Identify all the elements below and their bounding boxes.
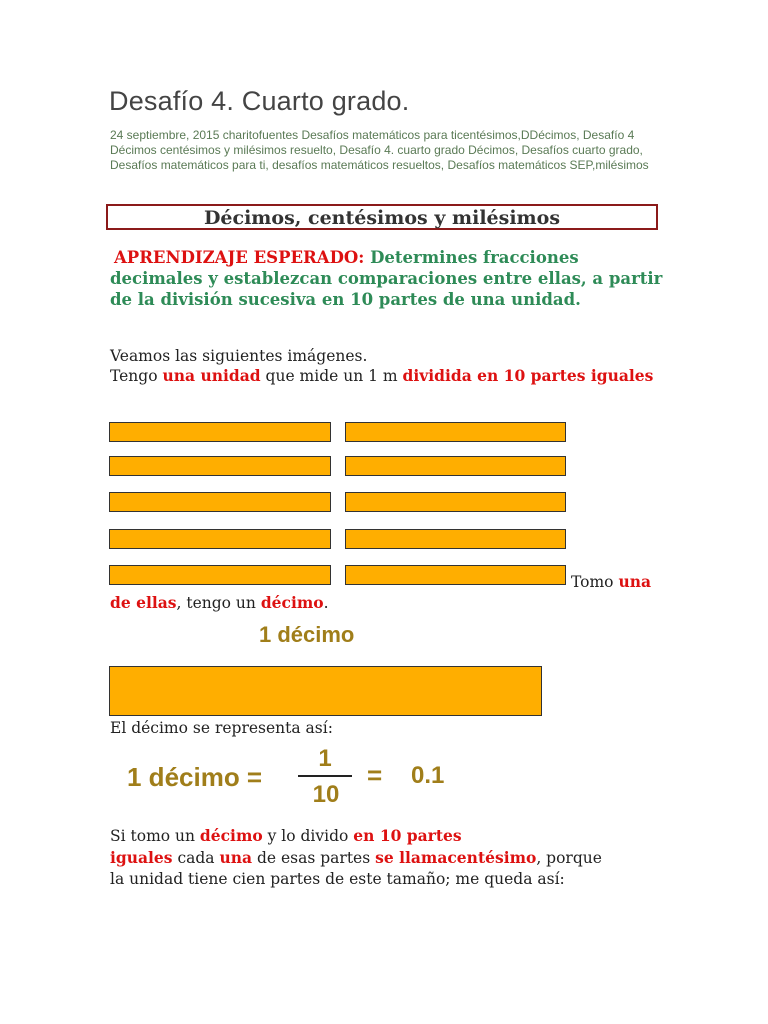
text-run: cada: [172, 849, 220, 867]
hundredths-line-2: [110, 847, 670, 869]
text-run: de esas partes: [252, 849, 376, 867]
tenth-bar: [345, 422, 566, 442]
hundredths-line-1: [110, 825, 670, 847]
fraction-numerator: 1: [318, 745, 332, 772]
objective-text: Determines fracciones decimales y establezcan comparaciones entre ellas, a partir de la división sucesiva en 10 partes de una unidad.: [110, 248, 663, 309]
highlight-decimo: décimo: [199, 826, 263, 845]
tenth-bar: [345, 565, 566, 585]
highlight-una-unidad: una unidad: [162, 366, 261, 385]
take-one-continued: [110, 593, 670, 613]
section-heading: Décimos, centésimos y milésimos: [106, 204, 658, 230]
text-run: Si tomo un: [110, 827, 200, 845]
equation-left: 1 décimo =: [127, 762, 263, 792]
fraction-bar: [298, 775, 352, 777]
tenth-bar: [109, 456, 331, 476]
page-title: Desafío 4. Cuarto grado.: [109, 86, 410, 116]
highlight-decimo: décimo: [260, 593, 324, 612]
tenth-bar: [109, 529, 331, 549]
tenth-bar: [109, 565, 331, 585]
equation-decimal: 0.1: [411, 762, 445, 789]
highlight-dividida: dividida en 10 partes iguales: [402, 366, 654, 385]
intro-paragraph: [110, 346, 670, 386]
intro-line: Veamos las siguientes imágenes.: [110, 347, 368, 365]
text-run: Tomo: [571, 573, 619, 591]
post-meta: 24 septiembre, 2015 charitofuentes Desafíos matemáticos para ticentésimos,DDécimos, Desafío 4 Décimos centésimos y milésimos resuelto, Desafío 4. cuarto grado Décimos, Desafíos cuarto grado, Desafíos matemáticos para ti, desafíos matemáticos resueltos, Desafíos matemáticos SEP,milésimos: [110, 128, 649, 172]
representation-text: El décimo se representa así:: [110, 719, 333, 737]
hundredths-line-3: la unidad tiene cien partes de este tamaño; me queda así:: [110, 870, 565, 888]
tenth-bar: [345, 456, 566, 476]
text-run: que mide un 1 m: [260, 367, 403, 385]
text-run: , porque: [536, 849, 602, 867]
tenth-bar: [109, 422, 331, 442]
equation-equals: =: [367, 760, 383, 790]
highlight-de-ellas: de ellas: [110, 593, 177, 612]
tenth-bar: [109, 492, 331, 512]
one-tenth-bar: [109, 666, 542, 716]
text-run: Tengo: [110, 367, 163, 385]
tenth-bar: [345, 529, 566, 549]
fraction-denominator: 10: [312, 781, 340, 808]
highlight-una: una: [219, 848, 253, 867]
take-one-text: [571, 572, 651, 592]
text-run: .: [323, 594, 329, 612]
tenth-bar: [345, 492, 566, 512]
learning-objective: [110, 247, 670, 310]
objective-label: APRENDIZAJE ESPERADO:: [114, 248, 365, 267]
unit-line: [110, 366, 670, 386]
text-run: , tengo un: [176, 594, 261, 612]
highlight-una: una: [618, 572, 652, 591]
hundredths-paragraph: [110, 825, 670, 890]
highlight-en-10-partes: en 10 partes: [353, 826, 462, 845]
highlight-iguales: iguales: [110, 848, 173, 867]
highlight-centesimo: se llamacentésimo: [375, 848, 537, 867]
text-run: y lo divido: [262, 827, 354, 845]
one-tenth-label: 1 décimo: [259, 622, 355, 647]
